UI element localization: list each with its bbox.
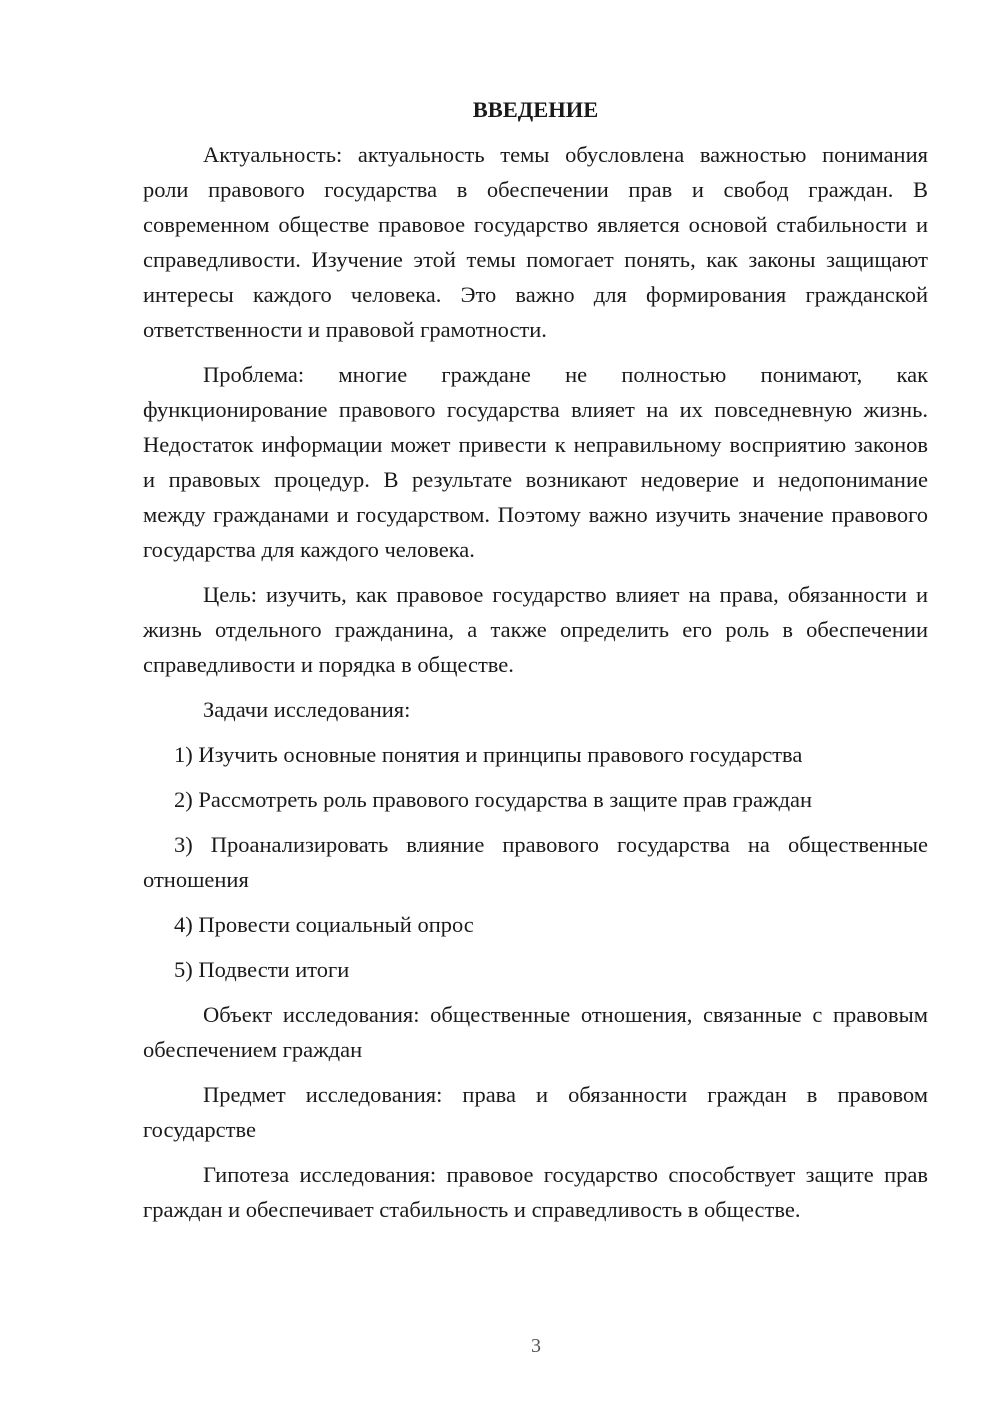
task-item: 4) Провести социальный опрос (174, 912, 474, 937)
task-item: 2) Рассмотреть роль правового государства в защите прав граждан (174, 787, 813, 812)
task-item: 1) Изучить основные понятия и принципы правового государства (174, 742, 803, 767)
section-title: ВВЕДЕНИЕ (472, 97, 599, 122)
object-paragraph: Объект исследования: общественные отношения, связанные с правовым обеспечением граждан (143, 1002, 928, 1062)
goal-paragraph: Цель: изучить, как правовое государство влияет на права, обязанности и жизнь отдельного гражданина, а также определить его роль в обеспечении справедливости и порядка в обществе. (143, 582, 928, 677)
task-item: 3) Проанализировать влияние правового государства на общественные отношения (143, 832, 928, 892)
relevance-paragraph: Актуальность: актуальность темы обусловлена важностью понимания роли правового государства в обеспечении прав и свобод граждан. В современном обществе правовое государство является основой стабильности и справедливости. Изучение этой темы помогает понять, как законы защищают интересы каждого человека. Это важно для формирования гражданской ответственности и правовой грамотности. (143, 142, 928, 342)
task-item: 5) Подвести итоги (174, 957, 350, 982)
hypothesis-paragraph: Гипотеза исследования: правовое государство способствует защите прав граждан и обеспечивает стабильность и справедливость в обществе. (143, 1162, 928, 1222)
problem-paragraph: Проблема: многие граждане не полностью понимают, как функционирование правового государства влияет на их повседневную жизнь. Недостаток информации может привести к неправильному восприятию законов и правовых процедур. В результате возникают недоверие и недопонимание между гражданами и государством. Поэтому важно изучить значение правового государства для каждого человека. (143, 362, 928, 562)
subject-paragraph: Предмет исследования: права и обязанности граждан в правовом государстве (143, 1082, 928, 1142)
document-page (143, 95, 928, 1237)
tasks-heading: Задачи исследования: (203, 697, 411, 722)
page-number: 3 (531, 1335, 541, 1357)
